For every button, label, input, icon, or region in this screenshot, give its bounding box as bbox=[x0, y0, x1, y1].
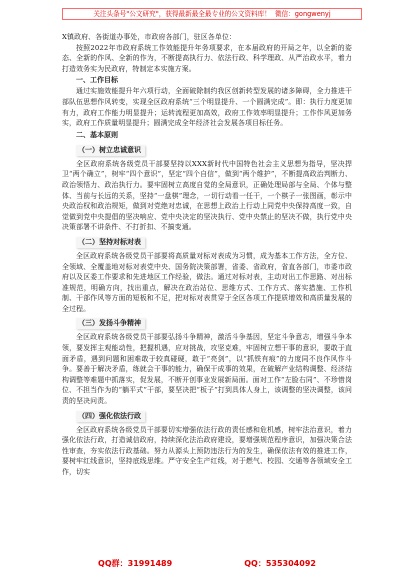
subsection-heading-3 bbox=[62, 318, 352, 329]
contact-footer bbox=[62, 556, 352, 570]
subsection-heading-1 bbox=[62, 145, 352, 156]
subsection-text-3: 全区政府系统各级党员干部要弘扬斗争精神，激活斗争基因，坚定斗争意志，增强斗争本领，要发挥主观能动性，把握机遇，应对挑战，攻坚克难，牢固树立想干事的意识，要敢于直面矛盾，遇到问题和困难敢于较真碰硬，敢于“亮剑”，以“抓铁有痕”的力度同不良作风作斗争。要善于解决矛盾，练就会干事的能力，确保干成事的效果，在破解产业结构调整、经济结构调整等难题中抓落实，促发展，不断开创事业发展新局面。面对工作“左脸右同”、不珍惜岗位、不担当作为的“躺平式”干部，要坚决把“板子”打到具体人身上，该调整的坚决调整，该问责的坚决问责。 bbox=[62, 333, 352, 406]
subsection-text-4: 全区政府系统各级党员干部要切实增强依法行政的责任感和危机感，树牢法治意识，着力强化依法行政，打造诚信政府，持续深化法治政府建设，要增强规范程序意识，加强决策合法性审查，夯实依法行政基础。努力从源头上预防违法行为的发生，确保依法有效的推进工作，要树牢红线意识，坚持底线思维。严守安全生产红线，对于燃气、校园、交通等各领域安全工作，切实 bbox=[62, 425, 352, 476]
document-body bbox=[62, 32, 352, 478]
section-heading-goal: 一、工作目标 bbox=[76, 76, 118, 85]
banner-text: 关注头条号"公文研究"，获得最新最全最专业的公文资料库！ bbox=[93, 10, 271, 18]
section-heading-principle: 二、基本原则 bbox=[76, 130, 118, 139]
qq-group: QQ群：31991489 bbox=[98, 558, 173, 568]
intro-paragraph: 按照2022年市政府系统工作效能提升年务项要求，在本届政府的开局之年，以全新的姿态、全新的作风、全新的作为，不断提高执行力、依法行政、科学理政、从严治政水平，着力打造效务实为民政府，特制定本实施方案。 bbox=[62, 43, 352, 73]
subsection-heading-4 bbox=[62, 411, 352, 422]
qq-contact: QQ：535304092 bbox=[244, 558, 316, 568]
promo-banner bbox=[62, 8, 362, 20]
subsection-text-2: 全区政府系统各级党员干部要将高质量对标对表成为习惯，成为基本工作方法，全方位、全领域、全覆盖地对标对表党中央、国务院决策部署，省委、省政府，省直各部门，市委市政府以及区委工作要求和先进地区工作经验，做法。通过对标对表，主动对出工作思路、对出标准规范，明确方向，找出重点，解决在政治站位、思维方式、工作方式、落实措施、工作机制、干部作风等方面的短板和不足，把对标对表贯穿于全区各项工作提质增效和高质量发展的全过程。 bbox=[62, 251, 352, 313]
subsection-title-2: （二）坚持对标对表 bbox=[76, 237, 145, 248]
salutation: X镇政府、各街道办事处，市政府各部门，驻区各单位： bbox=[62, 33, 237, 41]
goal-paragraph: 通过实施效能提升年六项行动，全面破除制约我区创新转型发展的诸多障碍，全力推进干部队伍思想作风转变，实现全区政府系统“三个明显提升、一个圆满完成”。即：执行力度更加有力，政府工作能力明显提升；运转流程更加高效，政府工作效率明显提升；工作作风更加务实，政府工作质量明显提升；圆满完成全年经济社会发展各项目标任务。 bbox=[62, 87, 352, 128]
subsection-title-1: （一）树立忠诚意识 bbox=[76, 145, 145, 156]
subsection-title-3: （三）发扬斗争精神 bbox=[76, 318, 145, 329]
banner-wechat: 微信：gongwenyj bbox=[274, 10, 331, 18]
subsection-text-1: 全区政府系统各级党员干部要坚持以XXX新时代中国特色社会主义思想为指导，坚决捍卫“两个确立”，树牢“四个意识”，坚定“四个自信”，做到“两个维护”，不断提高政治判断力、政治领悟力、政治执行力。要牢固树立高度自觉的全局意识，正确处理局部与全局、个体与整体、当前与长远的关系，坚持“一盘棋”理念，一切行动看一任干，一个棋子一张图画，彰示中央政治权和政治规矩，做到对党绝对忠诚，在思想上政治上行动上同党中央保持高度一致，自觉做到党中央提倡的坚决响应、党中央决定的坚决执行、党中央禁止的坚决不做，执行党中央决策部署不讲条件、不打折扣、不搞变通。 bbox=[62, 159, 352, 232]
subsection-title-4: （四）强化依法行政 bbox=[76, 411, 145, 422]
subsection-heading-2 bbox=[62, 237, 352, 248]
